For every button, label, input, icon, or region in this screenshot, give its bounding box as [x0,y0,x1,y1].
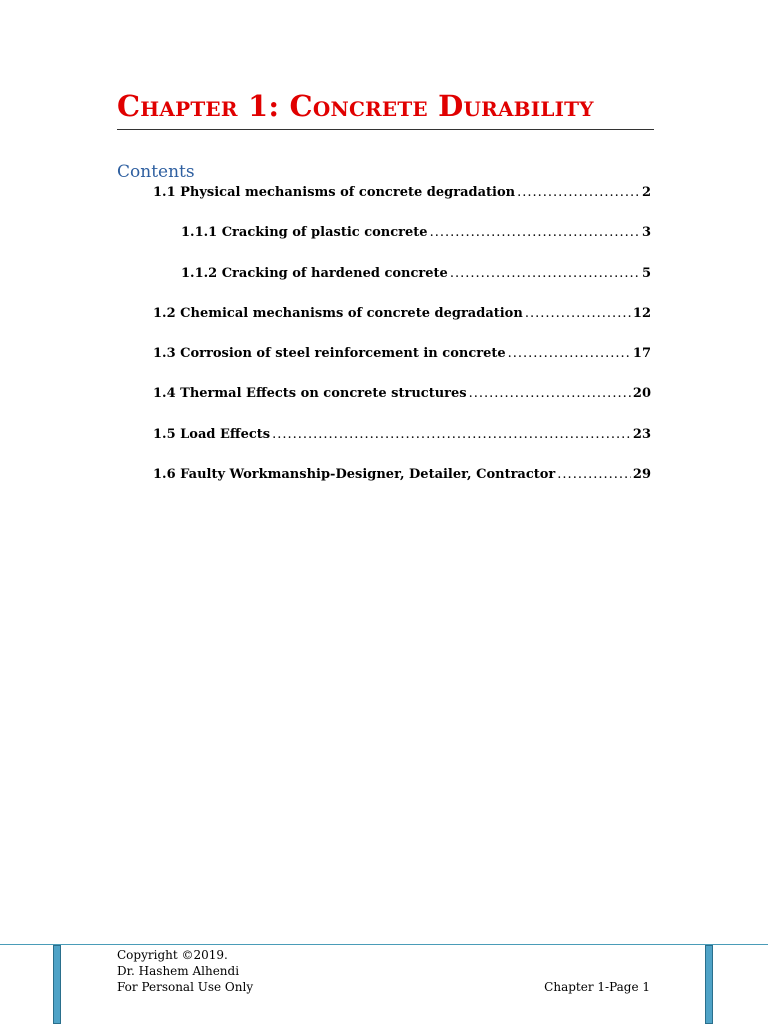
toc-entry[interactable] [181,264,651,284]
toc-page-number: 3 [641,225,651,240]
toc-dot-leader [517,183,640,203]
toc-entry-label: 1.1 Physical mechanisms of concrete degradation [153,185,516,200]
footer-usage: For Personal Use Only [117,980,254,994]
toc-dot-leader [272,425,631,445]
toc-entry-label: 1.4 Thermal Effects on concrete structures [153,386,467,401]
footer-left-bar [53,945,61,1024]
toc-entry[interactable] [153,465,651,485]
footer-rule [0,944,768,945]
toc-entry[interactable] [153,425,651,445]
chapter-title: Chapter 1: Concrete Durability [117,89,594,123]
contents-heading: Contents [117,162,195,182]
toc-entry-label: 1.2 Chemical mechanisms of concrete degradation [153,306,523,321]
toc-page-number: 29 [632,467,651,482]
toc-entry[interactable] [153,384,651,404]
toc-entry[interactable] [181,223,651,243]
toc-entry[interactable] [153,304,651,324]
toc-entry-label: 1.1.1 Cracking of plastic concrete [181,225,428,240]
toc-dot-leader [450,264,640,284]
toc-dot-leader [557,465,631,485]
toc-page-number: 5 [641,266,651,281]
toc-entry-label: 1.3 Corrosion of steel reinforcement in concrete [153,346,506,361]
footer-copyright: Copyright ©2019. [117,948,228,962]
toc-page-number: 23 [632,427,651,442]
toc-entry-label: 1.6 Faulty Workmanship-Designer, Detailer, Contractor [153,467,556,482]
footer-info [117,947,253,995]
toc-dot-leader [469,384,631,404]
toc-entry[interactable] [153,183,651,203]
toc-entry[interactable] [153,344,651,364]
footer-right-bar [705,945,713,1024]
toc-entry-label: 1.5 Load Effects [153,427,271,442]
toc-page-number: 17 [632,346,651,361]
toc-page-number: 2 [641,185,651,200]
toc-entry-label: 1.1.2 Cracking of hardened concrete [181,266,448,281]
title-underline [117,129,654,130]
toc-page-number: 12 [632,306,651,321]
toc-dot-leader [508,344,631,364]
footer-author: Dr. Hashem Alhendi [117,964,240,978]
toc-dot-leader [525,304,631,324]
toc-page-number: 20 [632,386,651,401]
footer-page-label: Chapter 1-Page 1 [544,980,650,994]
toc-dot-leader [430,223,640,243]
